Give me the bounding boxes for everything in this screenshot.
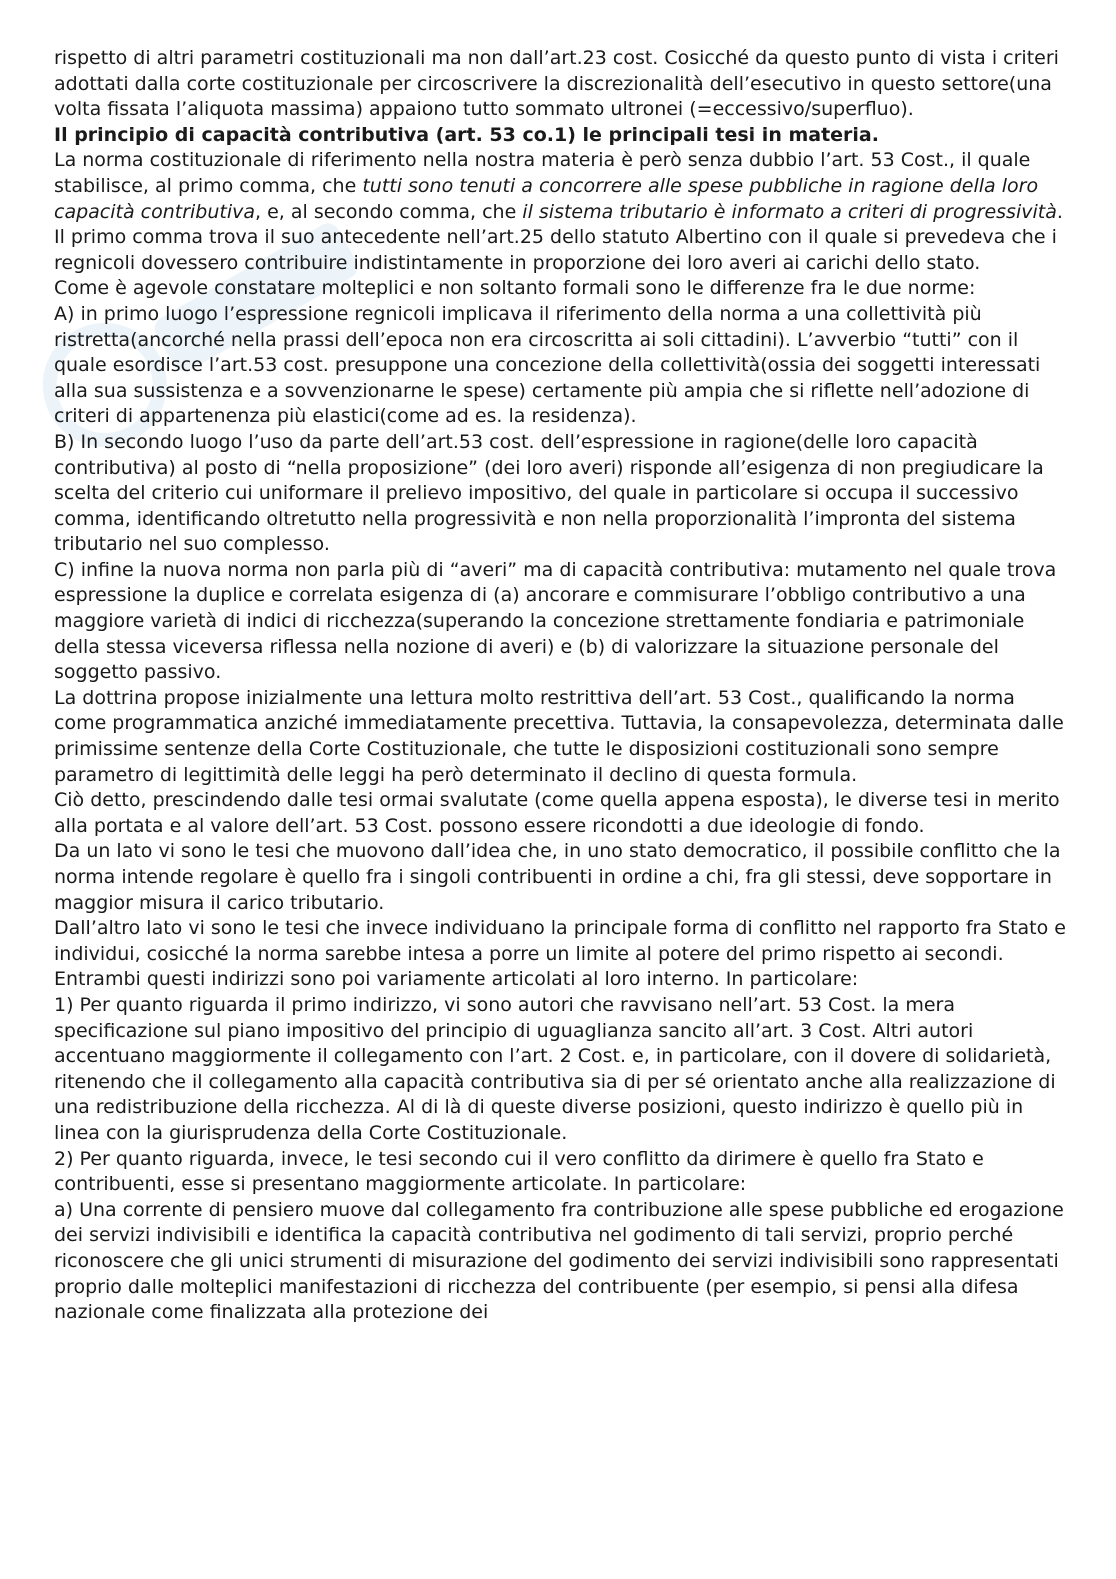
section-heading: Il principio di capacità contributiva (art. 53 co.1) le principali tesi in materia. — [54, 123, 879, 146]
list-item-2a: a) Una corrente di pensiero muove dal collegamento fra contribuzione alle spese pubbliche ed erogazione dei servizi indivisibili e identifica la capacità contributiva nel godimento di tali servizi, proprio perché riconoscere che gli unici strumenti di misurazione del godimento dei servizi indivisibili sono rappresentati proprio dalle molteplici manifestazioni di ricchezza del contribuente (per esempio, si pensi alla difesa nazionale come finalizzata alla protezione dei — [54, 1198, 1064, 1324]
list-item-c: C) infine la nuova norma non parla più di “averi” ma di capacità contributiva: mutamento nel quale trova espressione la duplice e correlata esigenza di (a) ancorare e commisurare l’obbligo contributivo a una maggiore varietà di indici di ricchezza(superando la concezione strettamente fondiaria e patrimoniale della stessa viceversa riflessa nella nozione di averi) e (b) di valorizzare la situazione personale del soggetto passivo. — [54, 558, 1057, 684]
list-item-b: B) In secondo luogo l’uso da parte dell’art.53 cost. dell’espressione in ragione(delle loro capacità contributiva) al posto di “nella proposizione” (dei loro averi) risponde all’esigenza di non pregiudicare la scelta del criterio cui uniformare il prelievo impositivo, del quale in particolare si occupa il successivo comma, identificando oltretutto nella progressività e non nella proporzionalità l’impronta del sistema tributario nel suo complesso. — [54, 430, 1044, 556]
art53-quote-second-comma: il sistema tributario è informato a criteri di progressività — [522, 200, 1057, 223]
paragraph-statuto: Il primo comma trova il suo antecedente nell’art.25 dello statuto Albertino con il quale si prevedeva che i regnicoli dovessero contribuire indistintamente in proporzione dei loro averi ai carichi dello stato. — [54, 226, 1057, 274]
paragraph-cio-detto: Ciò detto, prescindendo dalle tesi ormai svalutate (come quella appena esposta), le diverse tesi in merito alla portata e al valore dell’art. 53 Cost. possono essere ricondotti a due ideologie di fondo. — [54, 789, 1060, 837]
paragraph-dall-altro-lato: Dall’altro lato vi sono le tesi che invece individuano la principale forma di conflitto nel rapporto fra Stato e individui, cosicché la norma sarebbe intesa a porre un limite al potere del primo rispetto ai secondi. Entrambi questi indirizzi sono poi variamente articolati al loro interno. In particolare: — [54, 917, 1066, 991]
list-item-2: 2) Per quanto riguarda, invece, le tesi secondo cui il vero conflitto da dirimere è quello fra Stato e contribuenti, esse si presentano maggiormente articolate. In particolare: — [54, 1147, 984, 1196]
art53-text-1: La norma costituzionale di riferimento nella nostra materia è però senza dubbio l’art. 53 Cost., il quale stabilisce, al primo comma, che — [54, 149, 1031, 197]
paragraph-art53 — [54, 148, 1066, 225]
paragraph-intro: rispetto di altri parametri costituzionali ma non dall’art.23 cost. Cosicché da questo punto di vista i criteri adottati dalla corte costituzionale per circoscrivere la discrezionalità dell’esecutivo in questo settore(una volta fissata l’aliquota massima) appaiono tutto sommato ultronei (=eccessivo/superfluo). — [54, 47, 1059, 121]
list-item-1: 1) Per quanto riguarda il primo indirizzo, vi sono autori che ravvisano nell’art. 53 Cost. la mera specificazione sul piano impositivo del principio di uguaglianza sancito all’art. 3 Cost. Altri autori accentuano maggiormente il collegamento con l’art. 2 Cost. e, in particolare, con il dovere di solidarietà, ritenendo che il collegamento alla capacità contributiva sia di per sé orientato anche alla realizzazione di una redistribuzione della ricchezza. Al di là di queste diverse posizioni, questo indirizzo è quello più in linea con la giurisprudenza della Corte Costituzionale. — [54, 993, 1056, 1144]
paragraph-dottrina: La dottrina propose inizialmente una lettura molto restrittiva dell’art. 53 Cost., qualificando la norma come programmatica anziché immediatamente precettiva. Tuttavia, la consapevolezza, determinata dalle primissime sentenze della Corte Costituzionale, che tutte le disposizioni costituzionali sono sempre parametro di legittimità delle leggi ha però determinato il declino di questa formula. — [54, 686, 1064, 786]
list-item-a: A) in primo luogo l’espressione regnicoli implicava il riferimento della norma a una collettività più ristretta(ancorché nella prassi dell’epoca non era circoscritta ai soli cittadini). L’avverbio “tutti” con il quale esordisce l’art.53 cost. presuppone una concezione della collettività(ossia dei soggetti interessati alla sua sussistenza e a sovvenzionarne le spese) certamente più ampia che si riflette nell’adozione di criteri di appartenenza più elastici(come ad es. la residenza). — [54, 302, 1041, 428]
art53-text-3: . — [1056, 200, 1063, 223]
paragraph-differenze: Come è agevole constatare molteplici e non soltanto formali sono le differenze fra le due norme: — [54, 277, 976, 300]
paragraph-da-un-lato: Da un lato vi sono le tesi che muovono dall’idea che, in uno stato democratico, il possibile conflitto che la norma intende regolare è quello fra i singoli contribuenti in ordine a chi, fra gli stessi, deve sopportare in maggior misura il carico tributario. — [54, 840, 1061, 914]
document-body — [54, 46, 1066, 1326]
art53-quote-first-comma: tutti sono tenuti a concorrere alle spese pubbliche in ragione della loro capacità contributiva — [54, 174, 1039, 223]
art53-text-2: , e, al secondo comma, che — [255, 200, 523, 223]
